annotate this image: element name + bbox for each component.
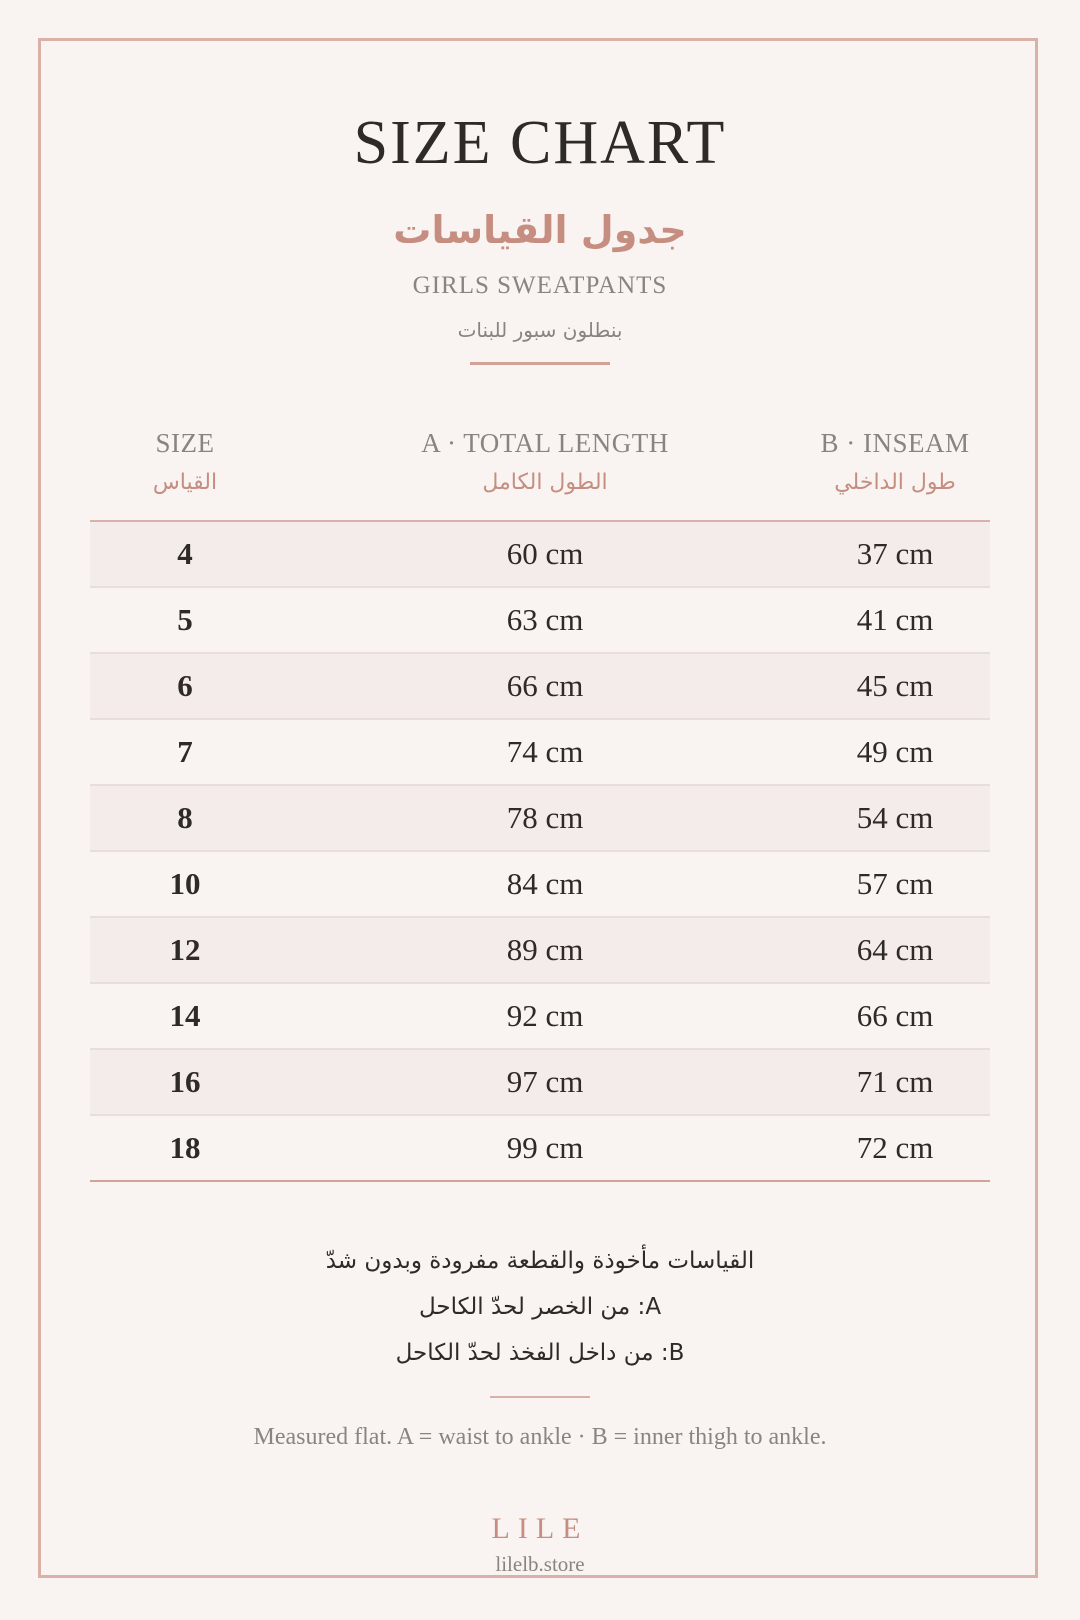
length-cell: 60 cm xyxy=(506,536,584,571)
table-row xyxy=(90,654,990,720)
table-row xyxy=(90,786,990,852)
length-cell: 97 cm xyxy=(506,1064,584,1099)
website-link[interactable]: lilelb.store xyxy=(495,1552,585,1576)
table-row xyxy=(90,588,990,654)
length-cell: 92 cm xyxy=(506,998,584,1033)
column-header-total-length: A · TOTAL LENGTH xyxy=(421,428,669,458)
title-divider xyxy=(470,362,610,365)
size-table xyxy=(90,522,990,1182)
table-row xyxy=(90,1116,990,1182)
size-cell: 16 xyxy=(169,1064,201,1099)
table-row xyxy=(90,852,990,918)
brand-logo: LILE xyxy=(491,1512,589,1545)
column-header-inseam-arabic: طول الداخلي xyxy=(834,470,956,495)
size-cell: 6 xyxy=(177,668,193,703)
table-row xyxy=(90,720,990,786)
inseam-cell: 41 cm xyxy=(856,602,934,637)
notes-divider xyxy=(490,1396,590,1398)
size-cell: 14 xyxy=(169,998,201,1033)
size-cell: 5 xyxy=(177,602,193,637)
column-header-size-arabic: القياس xyxy=(152,470,218,495)
size-cell: 12 xyxy=(169,932,201,967)
inseam-cell: 49 cm xyxy=(856,734,934,769)
size-cell: 18 xyxy=(169,1130,201,1165)
measurement-caption: Measured flat. A = waist to ankle · B = inner thigh to ankle. xyxy=(253,1424,827,1450)
length-cell: 74 cm xyxy=(506,734,584,769)
product-subtitle: GIRLS SWEATPANTS xyxy=(412,272,668,299)
size-cell: 7 xyxy=(177,734,193,769)
column-header-size: SIZE xyxy=(155,428,215,458)
inseam-cell: 57 cm xyxy=(856,866,934,901)
size-cell: 10 xyxy=(169,866,201,901)
table-row xyxy=(90,918,990,984)
inseam-cell: 71 cm xyxy=(856,1064,934,1099)
size-cell: 8 xyxy=(177,800,193,835)
table-row xyxy=(90,522,990,588)
column-header-total-length-arabic: الطول الكامل xyxy=(482,470,608,495)
inseam-cell: 72 cm xyxy=(856,1130,934,1165)
length-cell: 66 cm xyxy=(506,668,584,703)
inseam-cell: 37 cm xyxy=(856,536,934,571)
measurement-note-a: A: من الخصر لحدّ الكاحل xyxy=(418,1294,662,1320)
page-title-arabic: جدول القياسات xyxy=(393,208,687,252)
table-row xyxy=(90,1050,990,1116)
length-cell: 84 cm xyxy=(506,866,584,901)
inseam-cell: 64 cm xyxy=(856,932,934,967)
table-row xyxy=(90,984,990,1050)
length-cell: 89 cm xyxy=(506,932,584,967)
inseam-cell: 54 cm xyxy=(856,800,934,835)
length-cell: 78 cm xyxy=(506,800,584,835)
measurement-note-b: B: من داخل الفخذ لحدّ الكاحل xyxy=(395,1340,685,1366)
column-header-inseam: B · INSEAM xyxy=(820,428,970,458)
length-cell: 63 cm xyxy=(506,602,584,637)
inseam-cell: 66 cm xyxy=(856,998,934,1033)
size-cell: 4 xyxy=(177,536,193,571)
product-subtitle-arabic: بنطلون سبور للبنات xyxy=(457,318,623,342)
page-title: SIZE CHART xyxy=(353,109,727,177)
inseam-cell: 45 cm xyxy=(856,668,934,703)
length-cell: 99 cm xyxy=(506,1130,584,1165)
measurement-note: القياسات مأخوذة والقطعة مفرودة وبدون شدّ xyxy=(325,1248,755,1274)
